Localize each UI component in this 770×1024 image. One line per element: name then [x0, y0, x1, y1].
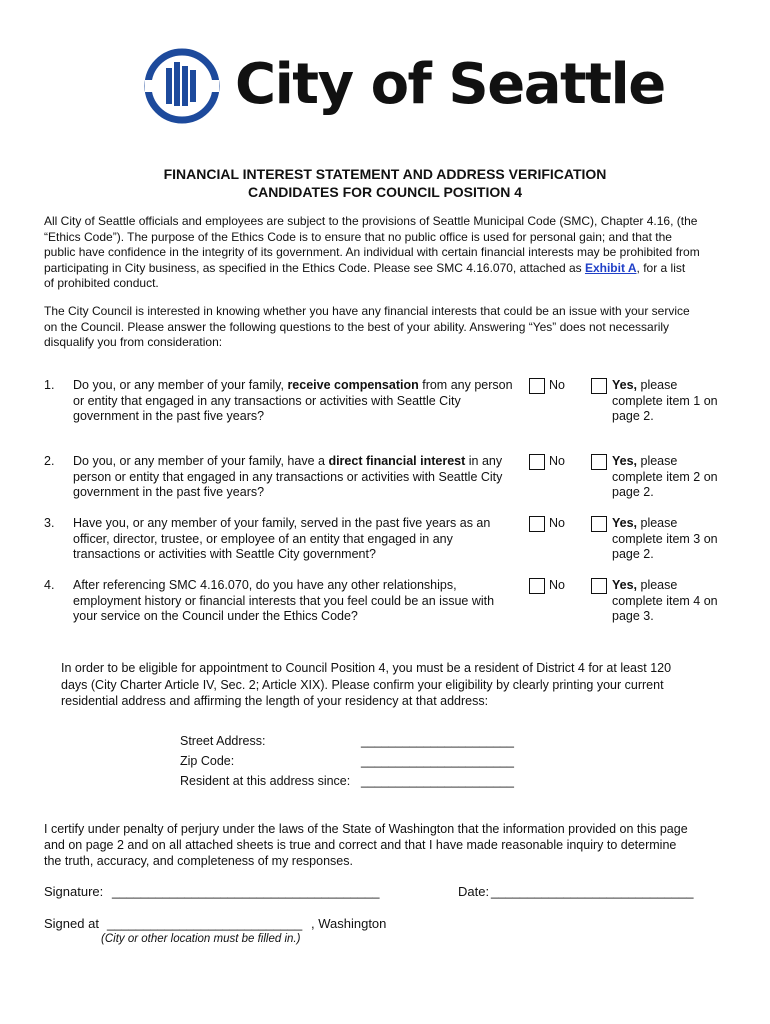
intro-text: participating in City business, as specified in the Ethics Code. Please see SMC 4.16.070, attached as: [44, 260, 585, 275]
council-line: on the Council. Please answer the following questions to the best of your ability. Answering “Yes” does not necessarily: [44, 319, 670, 334]
q3-yes-label: Yes, please complete item 3 on page 2.: [612, 516, 718, 561]
residency-line: days (City Charter Article IV, Sec. 2; Article XIX). Please confirm your eligibility by clearly printing your current: [61, 677, 664, 692]
council-line: disqualify you from consideration:: [44, 335, 223, 349]
council-paragraph: [44, 304, 734, 351]
q1-no-checkbox[interactable]: [529, 378, 545, 394]
q3-no-label: No: [549, 516, 565, 530]
document-title: FINANCIAL INTEREST STATEMENT AND ADDRESS VERIFICATION: [163, 166, 607, 182]
question-text: Have you, or any member of your family, served in the past five years as an officer, director, trustee, or employee of an entity that engaged in any transactions or activities with Seattle City government?: [73, 516, 491, 561]
signature-field[interactable]: _____________________________________: [112, 884, 380, 899]
q4-no-checkbox[interactable]: [529, 578, 545, 594]
date-field[interactable]: ____________________________: [491, 884, 694, 899]
q4-yes-checkbox[interactable]: [591, 578, 607, 594]
intro-line: All City of Seattle officials and employees are subject to the provisions of Seattle Municipal Code (SMC), Chapter 4.16, (the: [44, 214, 698, 228]
certification-paragraph: [44, 821, 734, 869]
intro-line: of prohibited conduct.: [44, 276, 159, 290]
q1-yes-label: Yes, please complete item 1 on page 2.: [612, 378, 718, 423]
q2-no-label: No: [549, 454, 565, 468]
q1-yes-checkbox[interactable]: [591, 378, 607, 394]
intro-paragraph: [44, 214, 734, 292]
street-address-label: Street Address:: [180, 734, 266, 748]
zip-code-label: Zip Code:: [180, 754, 235, 768]
q4-no-label: No: [549, 578, 565, 592]
q1-no-label: No: [549, 378, 565, 392]
q3-yes-checkbox[interactable]: [591, 516, 607, 532]
zip-code-field[interactable]: ______________________: [361, 754, 514, 768]
residency-paragraph: [61, 660, 741, 710]
residency-line: residential address and affirming the length of your residency at that address:: [61, 694, 489, 708]
question-number: 1.: [44, 378, 55, 392]
question-text: After referencing SMC 4.16.070, do you have any other relationships, employment history or financial interests that you feel could be an issue with your service on the Council under the Ethics Code?: [73, 578, 495, 623]
q2-yes-label: Yes, please complete item 2 on page 2.: [612, 454, 718, 499]
signed-at-field[interactable]: ___________________________: [107, 916, 303, 931]
q2-yes-checkbox[interactable]: [591, 454, 607, 470]
intro-text: , for a list: [636, 260, 686, 275]
location-note: (City or other location must be filled in.): [101, 933, 301, 945]
signature-label: Signature:: [44, 884, 104, 899]
certify-line: and on page 2 and on all attached sheets is true and correct and that I have made reasonable inquiry to determine: [44, 838, 677, 852]
seattle-seal-icon: [143, 48, 221, 124]
resident-since-label: Resident at this address since:: [180, 774, 351, 788]
intro-line: [44, 261, 734, 277]
intro-line: “Ethics Code”). The purpose of the Ethics Code is to ensure that no public office is used for personal gain; and that the: [44, 229, 672, 244]
q3-no-checkbox[interactable]: [529, 516, 545, 532]
resident-since-field[interactable]: ______________________: [361, 774, 514, 788]
residency-line: In order to be eligible for appointment to Council Position 4, you must be a resident of District 4 for at least 120: [61, 661, 672, 675]
document-subtitle: CANDIDATES FOR COUNCIL POSITION 4: [247, 184, 523, 200]
question-text: Do you, or any member of your family, receive compensation from any person or entity that engaged in any transactions or activities with Seattle City government in the past five years?: [73, 378, 513, 423]
intro-line: public have confidence in the integrity of its government. An individual with certain financial interests may be prohibited from: [44, 245, 700, 259]
q4-yes-label: Yes, please complete item 4 on page 3.: [612, 578, 718, 623]
question-number: 4.: [44, 578, 55, 592]
council-line: The City Council is interested in knowing whether you have any financial interests that could be an issue with your service: [44, 304, 690, 318]
q2-no-checkbox[interactable]: [529, 454, 545, 470]
street-address-field[interactable]: ______________________: [361, 734, 514, 748]
exhibit-a-link[interactable]: Exhibit A: [584, 260, 637, 275]
certify-line: I certify under penalty of perjury under the laws of the State of Washington that the information provided on this page: [44, 822, 688, 836]
state-suffix: , Washington: [311, 916, 387, 931]
certify-line: the truth, accuracy, and completeness of my responses.: [44, 854, 353, 868]
date-label: Date:: [458, 884, 490, 899]
signed-at-label: Signed at: [44, 916, 99, 931]
question-number: 3.: [44, 516, 55, 530]
logo-text: City of Seattle: [235, 52, 665, 117]
question-text: Do you, or any member of your family, have a direct financial interest in any person or entity that engaged in any transactions or activities with Seattle City government in the past five years?: [73, 454, 503, 499]
question-number: 2.: [44, 454, 55, 468]
city-of-seattle-logo: [143, 48, 665, 124]
